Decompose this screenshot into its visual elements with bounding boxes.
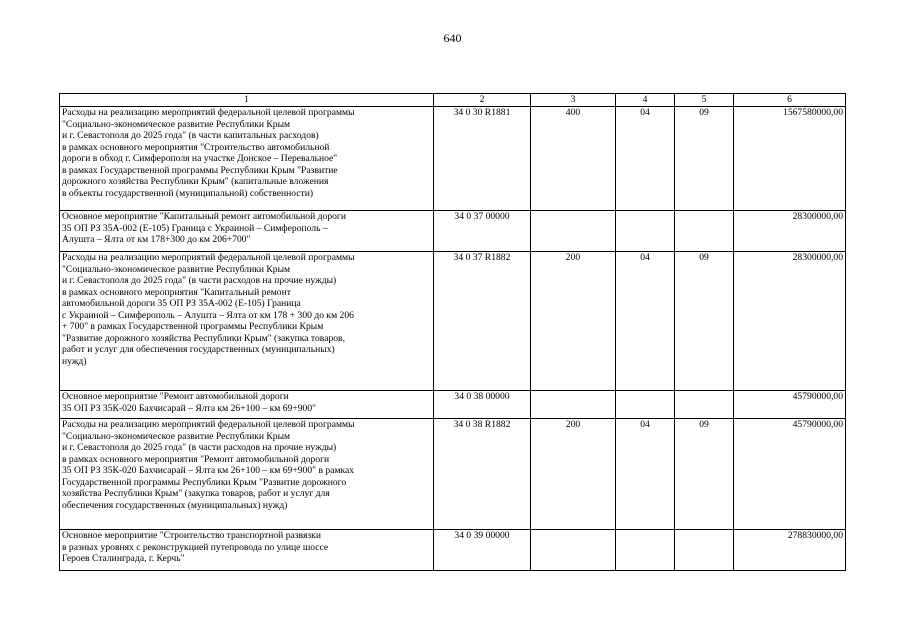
row-target-code: 34 0 37 00000 bbox=[434, 211, 531, 252]
row-description: Расходы на реализацию мероприятий федеральной целевой программы "Социально-экономическое развитие Республики Крым и г. Севастополя до 2025 года" (в части расходов на прочие нужды) в рамках основного мероприятия "Капитальный ремонт автомобильной дороги 35 ОП РЗ 35А-002 (Е-105) Граница с Украиной – Симферополь – Алушта – Ялта от км 178 + 300 до км 206 + 700" в рамках Государственной программы Республики Крым "Развитие дорожного хозяйства Республики Крым" (закупка товаров, работ и услуг для обеспечения государственных (муниципальных) нужд) bbox=[60, 252, 434, 391]
row-subsection bbox=[675, 211, 734, 252]
row-sum: 28300000,00 bbox=[734, 211, 846, 252]
row-subsection bbox=[675, 391, 734, 419]
row-sum: 1567580000,00 bbox=[734, 107, 846, 211]
row-subsection: 09 bbox=[675, 419, 734, 530]
row-expense-type: 200 bbox=[531, 419, 616, 530]
row-section: 04 bbox=[616, 252, 675, 391]
row-expense-type bbox=[531, 530, 616, 571]
row-description: Основное мероприятие "Капитальный ремонт автомобильной дороги 35 ОП РЗ 35А-002 (Е-105) Граница с Украиной – Симферополь – Алушта – Ялта от км 178+300 до км 206+700" bbox=[60, 211, 434, 252]
row-description: Основное мероприятие "Ремонт автомобильной дороги 35 ОП РЗ 35К-020 Бахчисарай – Ялта км 26+100 – км 69+900" bbox=[60, 391, 434, 419]
row-sum: 45790000,00 bbox=[734, 391, 846, 419]
row-target-code: 34 0 39 00000 bbox=[434, 530, 531, 571]
row-description: Основное мероприятие "Строительство транспортной развязки в разных уровнях с реконструкцией путепровода по улице шоссе Героев Сталинграда, г. Керчь" bbox=[60, 530, 434, 571]
table-row bbox=[60, 419, 846, 530]
row-expense-type bbox=[531, 391, 616, 419]
row-subsection: 09 bbox=[675, 252, 734, 391]
row-sum: 28300000,00 bbox=[734, 252, 846, 391]
row-expense-type: 400 bbox=[531, 107, 616, 211]
row-section bbox=[616, 391, 675, 419]
header-col-5: 5 bbox=[675, 94, 734, 107]
row-target-code: 34 0 30 R1881 bbox=[434, 107, 531, 211]
page-number: 640 bbox=[443, 31, 462, 45]
header-col-3: 3 bbox=[531, 94, 616, 107]
row-subsection bbox=[675, 530, 734, 571]
row-section: 04 bbox=[616, 107, 675, 211]
header-col-2: 2 bbox=[434, 94, 531, 107]
row-target-code: 34 0 37 R1882 bbox=[434, 252, 531, 391]
header-col-1: 1 bbox=[60, 94, 434, 107]
row-sum: 278830000,00 bbox=[734, 530, 846, 571]
row-description: Расходы на реализацию мероприятий федеральной целевой программы "Социально-экономическое развитие Республики Крым и г. Севастополя до 2025 года" (в части расходов на прочие нужды) в рамках основного мероприятия "Ремонт автомобильной дороги 35 ОП РЗ 35К-020 Бахчисарай – Ялта км 26+100 – км 69+900" в рамках Государственной программы Республики Крым "Развитие дорожного хозяйства Республики Крым" (закупка товаров, работ и услуг для обеспечения государственных (муниципальных) нужд) bbox=[60, 419, 434, 530]
budget-table bbox=[59, 93, 846, 571]
table-row bbox=[60, 252, 846, 391]
header-col-6: 6 bbox=[734, 94, 846, 107]
table-row bbox=[60, 391, 846, 419]
row-target-code: 34 0 38 00000 bbox=[434, 391, 531, 419]
row-section bbox=[616, 211, 675, 252]
header-col-4: 4 bbox=[616, 94, 675, 107]
table-header-row bbox=[60, 94, 846, 107]
row-section bbox=[616, 530, 675, 571]
table-row bbox=[60, 211, 846, 252]
table-row bbox=[60, 107, 846, 211]
row-section: 04 bbox=[616, 419, 675, 530]
row-subsection: 09 bbox=[675, 107, 734, 211]
row-expense-type bbox=[531, 211, 616, 252]
row-sum: 45790000,00 bbox=[734, 419, 846, 530]
row-description: Расходы на реализацию мероприятий федеральной целевой программы "Социально-экономическое развитие Республики Крым и г. Севастополя до 2025 года" (в части капитальных расходов) в рамках основного мероприятия "Строительство автомобильной дороги в обход г. Симферополя на участке Донское – Перевальное" в рамках Государственной программы Республики Крым "Развитие дорожного хозяйства Республики Крым" (капитальные вложения в объекты государственной (муниципальной) собственности) bbox=[60, 107, 434, 211]
row-expense-type: 200 bbox=[531, 252, 616, 391]
row-target-code: 34 0 38 R1882 bbox=[434, 419, 531, 530]
table-row bbox=[60, 530, 846, 571]
